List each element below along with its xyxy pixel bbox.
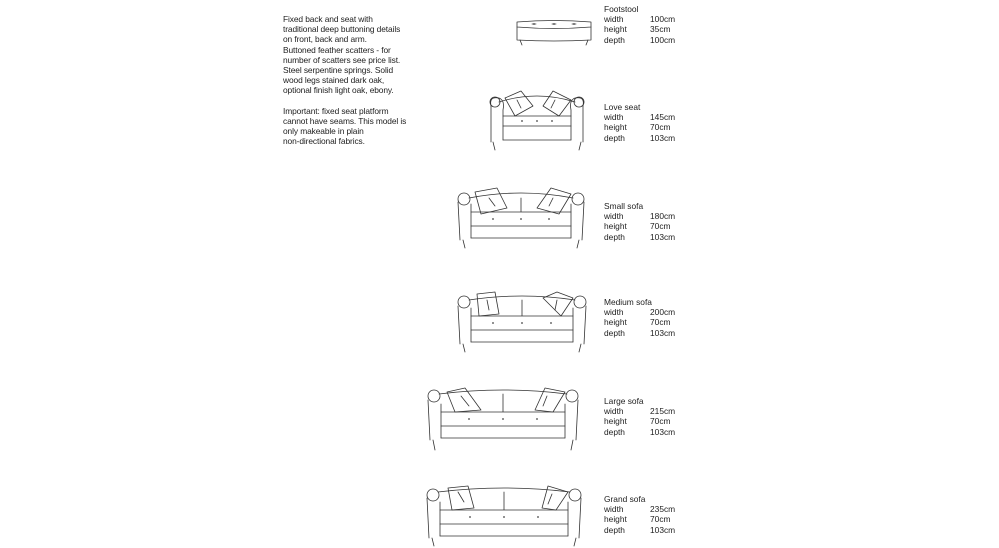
important-note-line: Important: fixed seat platform — [283, 105, 389, 116]
spec-small-sofa — [604, 201, 694, 242]
width-value: 180cm — [650, 211, 676, 222]
grand-sofa-drawing — [424, 482, 584, 548]
height-label: height — [604, 24, 627, 35]
large-sofa-drawing — [425, 382, 581, 452]
width-label: width — [604, 211, 624, 222]
description-line: traditional deep buttoning details — [283, 24, 401, 35]
height-value: 70cm — [650, 122, 671, 133]
height-label: height — [604, 122, 627, 133]
height-value: 70cm — [650, 514, 671, 525]
height-value: 35cm — [650, 24, 671, 35]
description-line: optional finish light oak, ebony. — [283, 85, 394, 96]
important-note-line: cannot have seams. This model is — [283, 115, 407, 126]
spec-large-sofa — [604, 396, 694, 437]
important-note-line: non-directional fabrics. — [283, 136, 365, 147]
description-line: Steel serpentine springs. Solid — [283, 65, 394, 76]
description-line: wood legs stained dark oak, — [283, 75, 385, 86]
spec-love-seat — [604, 102, 694, 143]
description-line: Buttoned feather scatters - for — [283, 44, 391, 55]
width-value: 235cm — [650, 504, 676, 515]
height-value: 70cm — [650, 317, 671, 328]
description-line: on front, back and arm. — [283, 34, 367, 45]
width-value: 145cm — [650, 112, 676, 123]
love-seat-drawing — [487, 88, 587, 152]
important-note-line: only makeable in plain — [283, 126, 364, 137]
height-label: height — [604, 514, 627, 525]
depth-value: 103cm — [650, 327, 676, 338]
model-name: Medium sofa — [604, 297, 652, 307]
medium-sofa-drawing — [455, 288, 589, 354]
depth-label: depth — [604, 327, 625, 338]
height-label: height — [604, 416, 627, 427]
model-name: Grand sofa — [604, 494, 646, 504]
depth-label: depth — [604, 524, 625, 535]
height-label: height — [604, 221, 627, 232]
small-sofa-drawing — [455, 184, 587, 250]
width-label: width — [604, 406, 624, 417]
description-line: number of scatters see price list. — [283, 54, 401, 65]
width-value: 100cm — [650, 14, 676, 25]
description-line: Fixed back and seat with — [283, 14, 373, 24]
depth-value: 103cm — [650, 231, 676, 242]
width-label: width — [604, 307, 624, 318]
spec-medium-sofa — [604, 297, 694, 338]
spec-grand-sofa — [604, 494, 694, 535]
depth-value: 100cm — [650, 34, 676, 45]
depth-label: depth — [604, 34, 625, 45]
depth-value: 103cm — [650, 524, 676, 535]
height-label: height — [604, 317, 627, 328]
model-name: Small sofa — [604, 201, 644, 211]
depth-value: 103cm — [650, 132, 676, 143]
width-value: 215cm — [650, 406, 676, 417]
width-value: 200cm — [650, 307, 676, 318]
depth-label: depth — [604, 231, 625, 242]
width-label: width — [604, 504, 624, 515]
model-name: Footstool — [604, 4, 639, 14]
product-description — [283, 14, 433, 146]
footstool-drawing — [514, 18, 594, 46]
spec-footstool — [604, 4, 694, 45]
height-value: 70cm — [650, 416, 671, 427]
depth-value: 103cm — [650, 426, 676, 437]
depth-label: depth — [604, 426, 625, 437]
model-name: Large sofa — [604, 396, 644, 406]
width-label: width — [604, 14, 624, 25]
depth-label: depth — [604, 132, 625, 143]
width-label: width — [604, 112, 624, 123]
model-name: Love seat — [604, 102, 641, 112]
height-value: 70cm — [650, 221, 671, 232]
